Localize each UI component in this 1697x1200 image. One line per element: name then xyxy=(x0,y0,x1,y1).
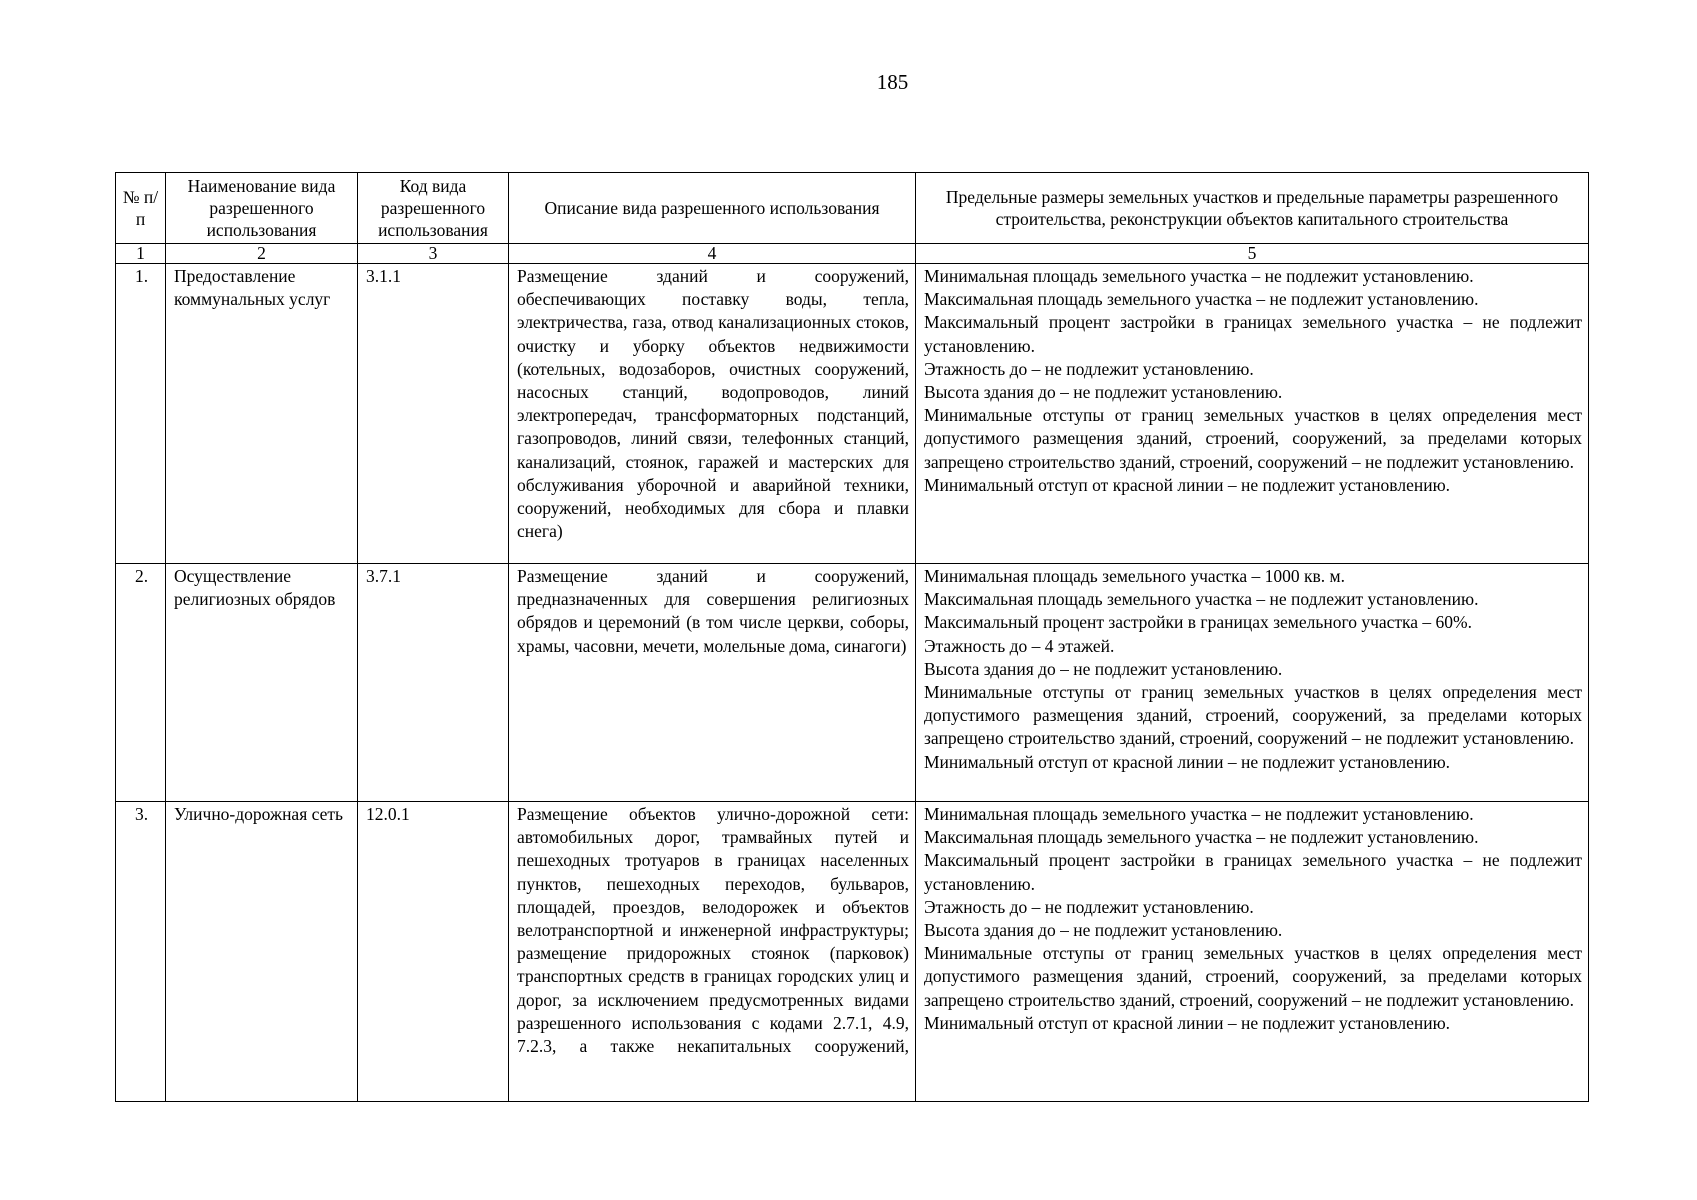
header-use-code: Код вида разрешенного использования xyxy=(358,173,509,244)
column-number: 5 xyxy=(916,244,1589,264)
table-header-row xyxy=(116,173,1589,244)
param-line: Этажность до – не подлежит установлению. xyxy=(924,896,1254,917)
column-number: 4 xyxy=(509,244,916,264)
param-line: Минимальные отступы от границ земельных участков в целях определения мест допустимого размещения зданий, строений, сооружений, за пределами которых запрещено строительство зданий, строений, сооружений – не подлежит установлению. xyxy=(924,405,1582,472)
header-use-description: Описание вида разрешенного использования xyxy=(509,173,916,244)
param-line: Максимальная площадь земельного участка – не подлежит установлению. xyxy=(924,589,1479,610)
use-code: 3.7.1 xyxy=(358,564,509,802)
param-line: Высота здания до – не подлежит установлению. xyxy=(924,382,1283,403)
param-line: Минимальная площадь земельного участка – 1000 кв. м. xyxy=(924,566,1345,586)
use-name: Улично-дорожная сеть xyxy=(166,802,358,1102)
use-code: 12.0.1 xyxy=(358,802,509,1102)
header-limit-params: Предельные размеры земельных участков и предельные параметры разрешенного строительства, реконструкции объектов капитального строительства xyxy=(916,173,1589,244)
use-name: Предоставление коммунальных услуг xyxy=(166,264,358,564)
page-number: 185 xyxy=(876,70,909,94)
param-line: Максимальная площадь земельного участка – не подлежит установлению. xyxy=(924,289,1479,310)
table-row xyxy=(116,564,1589,802)
param-line: Максимальная площадь земельного участка – не подлежит установлению. xyxy=(924,827,1479,848)
param-line: Минимальные отступы от границ земельных участков в целях определения мест допустимого размещения зданий, строений, сооружений, за пределами которых запрещено строительство зданий, строений, сооружений – не подлежит установлению. xyxy=(924,943,1582,1010)
param-line: Этажность до – не подлежит установлению. xyxy=(924,358,1254,379)
param-line: Минимальная площадь земельного участка – не подлежит установлению. xyxy=(924,804,1474,824)
use-description: Размещение зданий и сооружений, предназначенных для совершения религиозных обрядов и церемоний (в том числе церкви, соборы, храмы, часовни, мечети, молельные дома, синагоги) xyxy=(509,564,916,802)
limit-params xyxy=(916,802,1589,1102)
param-line: Минимальная площадь земельного участка – не подлежит установлению. xyxy=(924,266,1474,286)
limit-params xyxy=(916,264,1589,564)
column-number: 2 xyxy=(166,244,358,264)
table-row xyxy=(116,802,1589,1102)
row-number: 2. xyxy=(116,564,166,802)
table-row xyxy=(116,264,1589,564)
param-line: Минимальный отступ от красной линии – не подлежит установлению. xyxy=(924,474,1451,495)
use-code: 3.1.1 xyxy=(358,264,509,564)
param-line: Минимальный отступ от красной линии – не подлежит установлению. xyxy=(924,1012,1451,1033)
header-number: № п/п xyxy=(116,173,166,244)
param-line: Максимальный процент застройки в границах земельного участка – не подлежит установлению. xyxy=(924,312,1582,356)
column-number: 3 xyxy=(358,244,509,264)
use-description: Размещение зданий и сооружений, обеспечивающих поставку воды, тепла, электричества, газа, отвод канализационных стоков, очистку и уборку объектов недвижимости (котельных, водозаборов, очистных сооружений, насосных станций, водопроводов, линий электропередач, трансформаторных подстанций, газопроводов, линий связи, телефонных станций, канализаций, стоянок, гаражей и мастерских для обслуживания уборочной и аварийной техники, сооружений, необходимых для сбора и плавки снега) xyxy=(509,264,916,564)
param-line: Высота здания до – не подлежит установлению. xyxy=(924,920,1283,941)
param-line: Максимальный процент застройки в границах земельного участка – не подлежит установлению. xyxy=(924,850,1582,894)
limit-params xyxy=(916,564,1589,802)
row-number: 1. xyxy=(116,264,166,564)
land-use-table xyxy=(115,172,1589,1102)
param-line: Высота здания до – не подлежит установлению. xyxy=(924,658,1283,679)
use-name: Осуществление религиозных обрядов xyxy=(166,564,358,802)
param-line: Минимальный отступ от красной линии – не подлежит установлению. xyxy=(924,751,1451,772)
param-line: Этажность до – 4 этажей. xyxy=(924,635,1115,656)
param-line: Минимальные отступы от границ земельных участков в целях определения мест допустимого размещения зданий, строений, сооружений, за пределами которых запрещено строительство зданий, строений, сооружений – не подлежит установлению. xyxy=(924,682,1582,749)
column-number: 1 xyxy=(116,244,166,264)
use-description: Размещение объектов улично-дорожной сети: автомобильных дорог, трамвайных путей и пешеходных тротуаров в границах населенных пунктов, пешеходных переходов, бульваров, площадей, проездов, велодорожек и объектов велотранспортной и инженерной инфраструктуры; размещение придорожных стоянок (парковок) транспортных средств в границах городских улиц и дорог, за исключением предусмотренных видами разрешенного использования с кодами 2.7.1, 4.9, 7.2.3, а также некапитальных сооружений, xyxy=(509,802,916,1102)
header-use-name: Наименование вида разрешенного использования xyxy=(166,173,358,244)
row-number: 3. xyxy=(116,802,166,1102)
column-numbers-row xyxy=(116,244,1589,264)
param-line: Максимальный процент застройки в границах земельного участка – 60%. xyxy=(924,612,1473,633)
